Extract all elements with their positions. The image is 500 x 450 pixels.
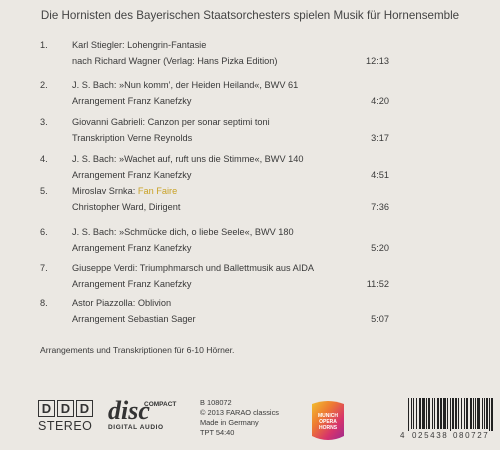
track-number: 5. bbox=[40, 186, 48, 196]
track-item bbox=[0, 298, 500, 326]
barcode-bar bbox=[466, 398, 468, 429]
track-duration: 5:20 bbox=[371, 243, 389, 253]
barcode bbox=[400, 398, 494, 444]
barcode-bar bbox=[450, 398, 451, 431]
arrangement-note: Arrangements und Transkriptionen für 6-10 Hörner. bbox=[40, 345, 235, 355]
track-title: Astor Piazzolla: Oblivion bbox=[72, 298, 172, 308]
track-title bbox=[72, 186, 177, 196]
barcode-bar bbox=[491, 398, 493, 431]
ddd-letter: D bbox=[38, 400, 55, 417]
logo-line: OPERA bbox=[319, 419, 337, 425]
track-credit: Arrangement Franz Kanefzky bbox=[72, 96, 192, 106]
barcode-bar bbox=[484, 398, 485, 429]
track-title: J. S. Bach: »Nun komm’, der Heiden Heiland«, BWV 61 bbox=[72, 80, 299, 90]
track-duration: 4:20 bbox=[371, 96, 389, 106]
barcode-bar bbox=[432, 398, 433, 429]
track-credit: nach Richard Wagner (Verlag: Hans Pizka Edition) bbox=[72, 56, 278, 66]
barcode-bar bbox=[426, 398, 427, 429]
barcode-bar bbox=[434, 398, 435, 429]
barcode-bar bbox=[464, 398, 465, 429]
total-playing-time: TPT 54:40 bbox=[200, 428, 235, 437]
track-title: Karl Stiegler: Lohengrin-Fantasie bbox=[72, 40, 207, 50]
barcode-bar bbox=[437, 398, 439, 429]
track-duration: 3:17 bbox=[371, 133, 389, 143]
ddd-letter: D bbox=[76, 400, 93, 417]
barcode-bar bbox=[489, 398, 490, 431]
barcode-bar bbox=[443, 398, 446, 429]
barcode-digit-lead: 4 bbox=[400, 431, 405, 440]
track-item bbox=[0, 80, 500, 108]
track-number: 3. bbox=[40, 117, 48, 127]
track-title: J. S. Bach: »Schmücke dich, o liebe Seele«, BWV 180 bbox=[72, 227, 294, 237]
track-item bbox=[0, 154, 500, 182]
stereo-label: STEREO bbox=[38, 419, 93, 433]
track-item bbox=[0, 40, 500, 68]
barcode-bars-icon bbox=[400, 398, 494, 431]
barcode-bar bbox=[486, 398, 488, 429]
track-duration: 7:36 bbox=[371, 202, 389, 212]
release-info bbox=[200, 398, 279, 438]
track-number: 7. bbox=[40, 263, 48, 273]
barcode-bar bbox=[473, 398, 474, 429]
track-duration: 5:07 bbox=[371, 314, 389, 324]
barcode-bar bbox=[411, 398, 412, 429]
track-number: 8. bbox=[40, 298, 48, 308]
highlighted-title: Fan Faire bbox=[137, 186, 178, 196]
track-item bbox=[0, 117, 500, 145]
barcode-digit-left: 025438 bbox=[412, 431, 449, 440]
track-duration: 4:51 bbox=[371, 170, 389, 180]
back-cover-footer bbox=[0, 396, 500, 450]
ddd-letter: D bbox=[57, 400, 74, 417]
track-title: Giovanni Gabrieli: Canzon per sonar septimi toni bbox=[72, 117, 270, 127]
barcode-bar bbox=[428, 398, 430, 429]
track-number: 4. bbox=[40, 154, 48, 164]
compact-label: COMPACT bbox=[144, 401, 177, 408]
munich-opera-horns-logo-icon bbox=[308, 398, 348, 444]
composer-name: Miroslav Srnka: bbox=[72, 186, 138, 196]
barcode-bar bbox=[470, 398, 472, 429]
logo-line: MUNICH bbox=[318, 413, 338, 419]
made-in-line: Made in Germany bbox=[200, 418, 259, 427]
track-item bbox=[0, 263, 500, 291]
track-title: Giuseppe Verdi: Triumphmarsch und Ballettmusik aus AIDA bbox=[72, 263, 315, 273]
track-credit: Transkription Verne Reynolds bbox=[72, 133, 193, 143]
logo-line: HORNS bbox=[318, 425, 338, 431]
barcode-bar bbox=[419, 398, 421, 429]
track-title: J. S. Bach: »Wachet auf, ruft uns die Stimme«, BWV 140 bbox=[72, 154, 304, 164]
barcode-bar bbox=[475, 398, 476, 429]
barcode-bar bbox=[416, 398, 417, 429]
barcode-bar bbox=[413, 398, 414, 429]
barcode-bar bbox=[422, 398, 425, 429]
track-credit: Arrangement Franz Kanefzky bbox=[72, 279, 192, 289]
track-duration: 12:13 bbox=[366, 56, 389, 66]
barcode-bar bbox=[440, 398, 442, 429]
track-number: 6. bbox=[40, 227, 48, 237]
track-credit: Arrangement Sebastian Sager bbox=[72, 314, 196, 324]
barcode-bar bbox=[408, 398, 409, 431]
barcode-bar bbox=[447, 398, 448, 429]
ddd-stereo-logo bbox=[38, 400, 98, 433]
disc-wordmark: disc bbox=[108, 396, 150, 425]
track-item bbox=[0, 186, 500, 214]
track-credit: Arrangement Franz Kanefzky bbox=[72, 170, 192, 180]
track-item bbox=[0, 227, 500, 255]
barcode-bar bbox=[458, 398, 459, 429]
track-credit: Christopher Ward, Dirigent bbox=[72, 202, 181, 212]
track-number: 1. bbox=[40, 40, 48, 50]
barcode-bar bbox=[461, 398, 462, 429]
barcode-digit-right: 080727 bbox=[453, 431, 490, 440]
barcode-bar bbox=[455, 398, 457, 429]
catalog-number: B 108072 bbox=[200, 398, 232, 407]
track-number: 2. bbox=[40, 80, 48, 90]
track-duration: 11:52 bbox=[366, 279, 389, 289]
album-title: Die Hornisten des Bayerischen Staatsorchesters spielen Musik für Hornensemble bbox=[40, 9, 460, 22]
digital-audio-label: DIGITAL AUDIO bbox=[108, 424, 164, 431]
barcode-bar bbox=[482, 398, 483, 429]
copyright-line: © 2013 FARAO classics bbox=[200, 408, 279, 417]
barcode-bar bbox=[452, 398, 454, 429]
barcode-bar bbox=[477, 398, 480, 429]
track-credit: Arrangement Franz Kanefzky bbox=[72, 243, 192, 253]
